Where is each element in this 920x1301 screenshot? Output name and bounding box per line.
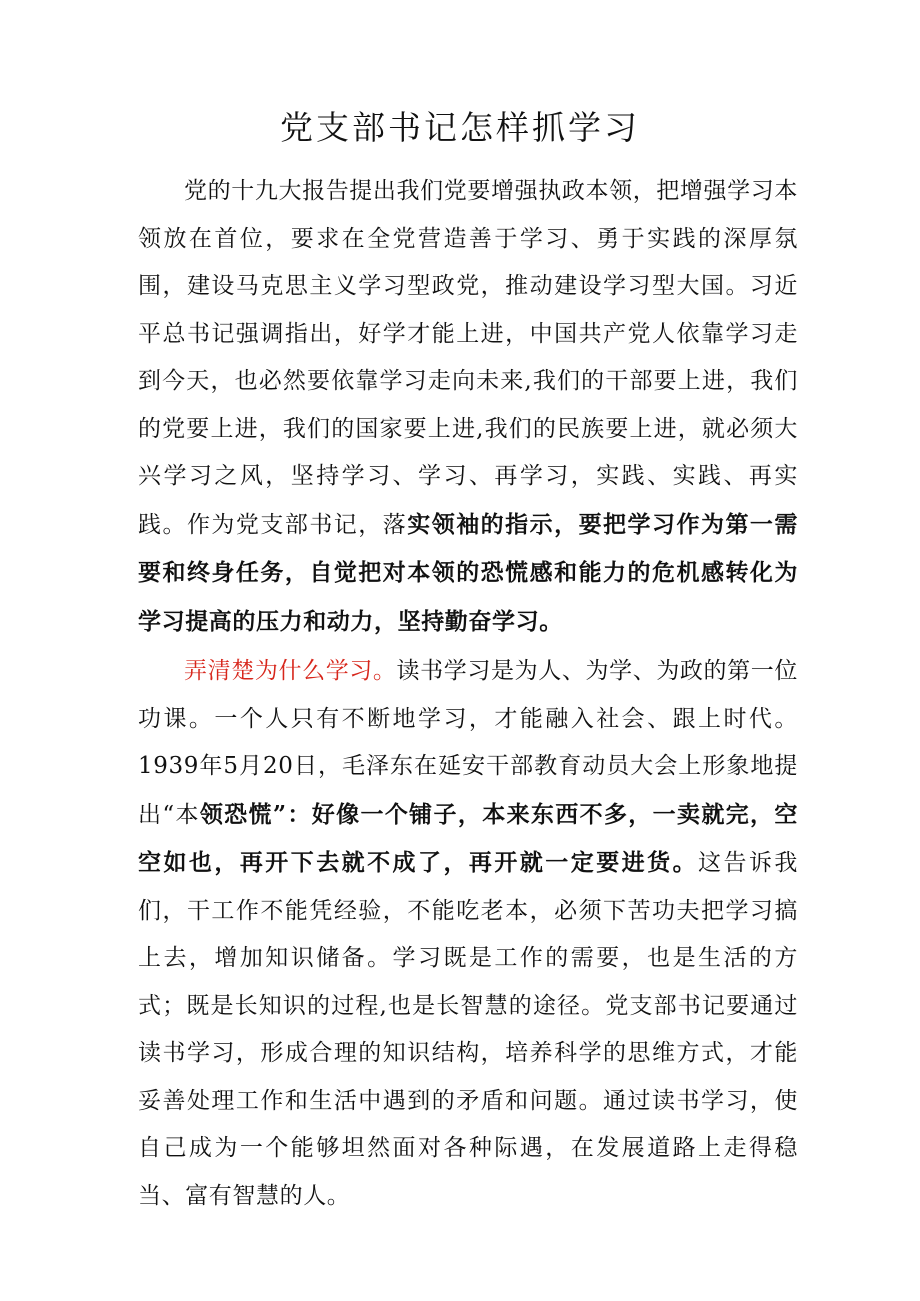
section-heading-red: 弄清楚为什么学习。 [184, 658, 397, 684]
document-title: 党支部书记怎样抓学习 [280, 108, 640, 147]
paragraph-2-bold-text: 领恐慌”：好像一个铺子，本来东西不多，一卖就完，空空如也，再开下去就不成了，再开就一定要进货。 [138, 800, 799, 876]
paragraph-2-text-b: 这告诉我们，干工作不能凭经验，不能吃老本，必须下苦功夫把学习搞上去，增加知识储备。学习既是工作的需要，也是生活的方式；既是长知识的过程,也是长智慧的途径。党支部书记要通过读书学习，形成合理的知识结构，培养科学的思维方式，才能妥善处理工作和生活中遇到的矛盾和问题。通过读书学习，使自己成为一个能够坦然面对各种际遇，在发展道路上走得稳当、富有智慧的人。 [138, 850, 798, 1209]
paragraph-1-text: 党的十九大报告提出我们党要增强执政本领，把增强学习本领放在首位，要求在全党营造善于学习、勇于实践的深厚氛围，建设马克思主义学习型政党，推动建设学习型大国。习近平总书记强调指出，好学才能上进，中国共产党人依靠学习走到今天，也必然要依靠学习走向未来,我们的干部要上进，我们的党要上进，我们的国家要上进,我们的民族要上进，就必须大兴学习之风，坚持学习、学习、再学习，实践、实践、再实践。作为党支部书记，落 [138, 178, 798, 538]
paragraph-2 [138, 648, 798, 1220]
paragraph-1 [138, 168, 798, 646]
paragraph-2-text-a: 读书学习是为人、为学、为政的第一位功课。一个人只有不断地学习，才能融入社会、跟上时代。1939年5月20日，毛泽东在延安干部教育动员大会上形象地提出“本 [138, 658, 798, 828]
paragraph-1-bold-text: 实领袖的指示，要把学习作为第一需要和终身任务，自觉把对本领的恐慌感和能力的危机感转化为学习提高的压力和动力，坚持勤奋学习。 [138, 510, 798, 635]
